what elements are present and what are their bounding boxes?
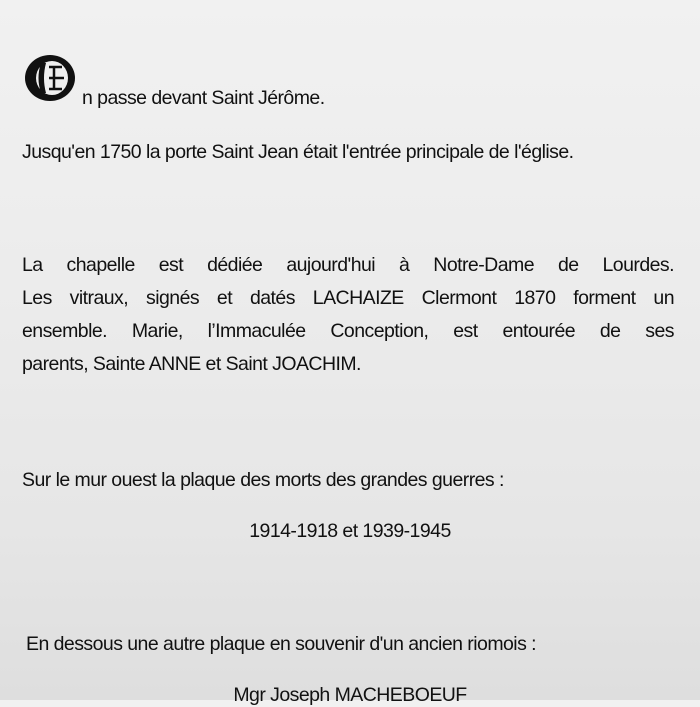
- dropcap-o-ornament: [24, 53, 76, 103]
- plaque-name: Mgr Joseph MACHEBOEUF: [233, 684, 467, 706]
- memorial-line: Sur le mur ouest la plaque des morts des grandes guerres :: [22, 469, 504, 491]
- intro-line-1: n passe devant Saint Jérôme.: [82, 87, 325, 109]
- chapel-line-2: Les vitraux, signés et datés LACHAIZE Clermont 1870 forment un: [22, 287, 674, 309]
- chapel-line-4: parents, Sainte ANNE et Saint JOACHIM.: [22, 353, 361, 375]
- chapel-line-1: La chapelle est dédiée aujourd'hui à Notre-Dame de Lourdes.: [22, 254, 674, 276]
- plaque-line: En dessous une autre plaque en souvenir d'un ancien riomois :: [26, 633, 537, 655]
- memorial-dates: 1914-1918 et 1939-1945: [249, 520, 451, 542]
- intro-line-2: Jusqu'en 1750 la porte Saint Jean était l'entrée principale de l'église.: [22, 141, 574, 163]
- chapel-line-3: ensemble. Marie, l’Immaculée Conception, est entourée de ses: [22, 320, 674, 342]
